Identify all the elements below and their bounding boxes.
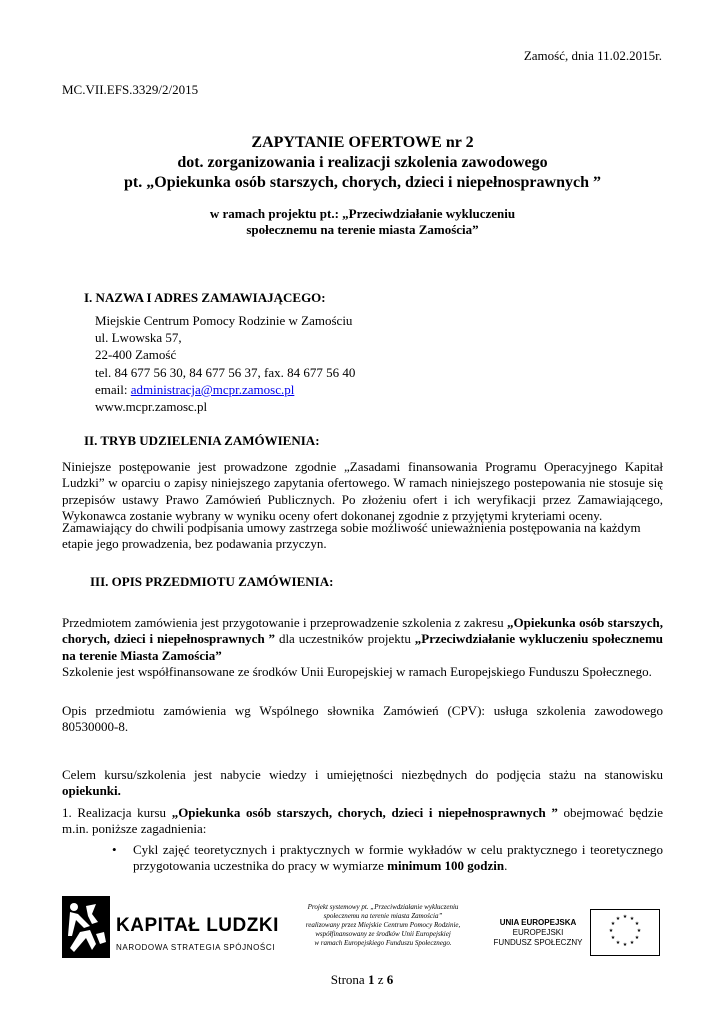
website-line: www.mcpr.zamosc.pl (95, 399, 208, 415)
kapital-ludzki-subtitle: NARODOWA STRATEGIA SPÓJNOŚCI (116, 943, 276, 952)
eu-flag-icon (590, 909, 660, 956)
subject-paragraph (62, 615, 663, 664)
position-name: opiekunki. (62, 783, 121, 799)
eu-line: UNIA EUROPEJSKA (499, 918, 577, 927)
page-total: 6 (386, 972, 394, 987)
svg-text:★: ★ (615, 940, 621, 946)
address-line: Miejskie Centrum Pomocy Rodzinie w Zamościu (95, 313, 353, 328)
eu-label (488, 918, 588, 948)
title-line-3: pt. „Opiekunka osób starszych, chorych, dzieci i niepełnosprawnych ” (124, 174, 601, 191)
kapital-ludzki-title: KAPITAŁ LUDZKI (116, 915, 279, 936)
svg-text:★: ★ (622, 942, 628, 948)
text-run: Przedmiotem zamówienia jest przygotowanie i przeprowadzenie szkolenia z zakresu (62, 615, 508, 630)
svg-text:★: ★ (610, 921, 616, 927)
section-3-heading: III. OPIS PRZEDMIOTU ZAMÓWIENIA: (90, 574, 334, 589)
email-link[interactable]: administracja@mcpr.zamosc.pl (130, 381, 295, 397)
email-line (95, 381, 355, 398)
note-line: społecznemu na terenie miasta Zamościa” (323, 912, 443, 920)
course-name: „Opiekunka osób starszych, chorych, dzieci i niepełnosprawnych ” (62, 615, 664, 647)
svg-text:★: ★ (622, 914, 628, 920)
note-line: w ramach Europejskiego Funduszu Społecznego. (314, 939, 452, 947)
section-2-paragraph: Niniejsze postępowanie jest prowadzone zgodnie „Zasadami finansowania Programu Operacyjnego Kapitał Ludzki” w oparciu o zapisy niniejszego zapytania ofertowego. W ramach niniejszego postepowania nie stosuje się przepisów ustawy Prawo Zamówień Publicznych. Po złożeniu ofert i ich weryfikacji przez Zamawiającego, Wykonawca zostanie wybrany w wyniku oceny ofert dokonanej zgodnie z przyjętymi kryteriami oceny. (62, 459, 663, 523)
project-line-1: w ramach projektu pt.: „Przeciwdziałanie wykluczeniu (209, 206, 516, 221)
project-name: „Przeciwdziałanie wykluczeniu społecznemu na terenie Miasta Zamościa” (62, 631, 664, 663)
section-2-paragraph-2 (62, 520, 672, 553)
scope-bullet (133, 842, 663, 875)
section-1-heading: I. NAZWA I ADRES ZAMAWIAJĄCEGO: (84, 290, 326, 305)
page-current: 1 (367, 972, 375, 987)
section-2-heading: II. TRYB UDZIELENIA ZAMÓWIENIA: (84, 433, 320, 448)
note-line: Projekt systemowy pt. „Przeciwdziałanie wykluczeniu (307, 903, 459, 911)
svg-text:★: ★ (636, 928, 642, 934)
project-note (288, 903, 478, 948)
page-separator: z (374, 972, 387, 987)
note-line: współfinansowany ze środków Unii Europejskiej (315, 930, 451, 938)
page-title: ZAPYTANIE OFERTOWE nr 2 (251, 134, 474, 151)
goal-paragraph (62, 767, 663, 800)
text-run: obejmować będzie m.in. poniższe zagadnienia: (62, 805, 663, 837)
reference-number: MC.VII.EFS.3329/2/2015 (62, 82, 199, 97)
svg-text:★: ★ (634, 921, 640, 927)
paragraph-line: etapie jego prowadzenia, bez podawania przyczyn. (62, 536, 327, 552)
text-run: dla uczestników projektu (275, 631, 415, 647)
svg-text:★: ★ (629, 916, 635, 922)
svg-text:★: ★ (610, 935, 616, 941)
text-run: . (504, 858, 508, 874)
address-line: 22-400 Zamość (95, 347, 177, 363)
page-prefix: Strona (330, 972, 368, 987)
address-line: ul. Lwowska 57, (95, 330, 182, 346)
text-run: Celem kursu/szkolenia jest nabycie wiedzy i umiejętności niezbędnych do podjęcia stażu na stanowisku (62, 767, 663, 782)
hours-minimum: minimum 100 godzin (387, 858, 505, 874)
eu-line: EUROPEJSKI (512, 928, 564, 937)
page-number (262, 972, 462, 988)
text-run: Cykl zajęć teoretycznych i praktycznych w formie wykładów w celu praktycznego i teoretycznego przygotowania uczestnika do pracy w wymiarze (133, 842, 663, 874)
project-line-2: społecznemu na terenie miasta Zamościa” (246, 222, 479, 237)
svg-text:★: ★ (615, 916, 621, 922)
cpv-paragraph: Opis przedmiotu zamówienia wg Wspólnego słownika Zamówień (CPV): usługa szkolenia zawodowego 80530000-8. (62, 703, 663, 735)
cofinancing-paragraph: Szkolenie jest współfinansowane ze środków Unii Europejskiej w ramach Europejskiego Funduszu Społecznego. (62, 664, 652, 679)
svg-text:★: ★ (629, 940, 635, 946)
email-label: email: (95, 381, 131, 397)
title-line-2: dot. zorganizowania i realizacji szkolenia zawodowego (177, 154, 548, 171)
contractor-address (95, 312, 355, 415)
bullet-icon: • (112, 842, 117, 857)
place-date: Zamość, dnia 11.02.2015r. (523, 48, 662, 63)
note-line: realizowany przez Miejskie Centrum Pomocy Rodzinie, (305, 921, 461, 929)
svg-text:★: ★ (608, 928, 614, 934)
eu-line: FUNDUSZ SPOŁECZNY (493, 938, 583, 947)
svg-text:★: ★ (634, 935, 640, 941)
paragraph-line: Zamawiający do chwili podpisania umowy zastrzega sobie możliwość unieważnienia postępowania na każdym (62, 520, 641, 535)
kapital-ludzki-logo-icon (62, 896, 110, 958)
address-line: tel. 84 677 56 30, 84 677 56 37, fax. 84 677 56 40 (95, 364, 356, 380)
course-name: „Opiekunka osób starszych, chorych, dzieci i niepełnosprawnych ” (171, 805, 558, 820)
scope-paragraph (62, 805, 663, 838)
text-run: 1. Realizacja kursu (62, 805, 172, 820)
